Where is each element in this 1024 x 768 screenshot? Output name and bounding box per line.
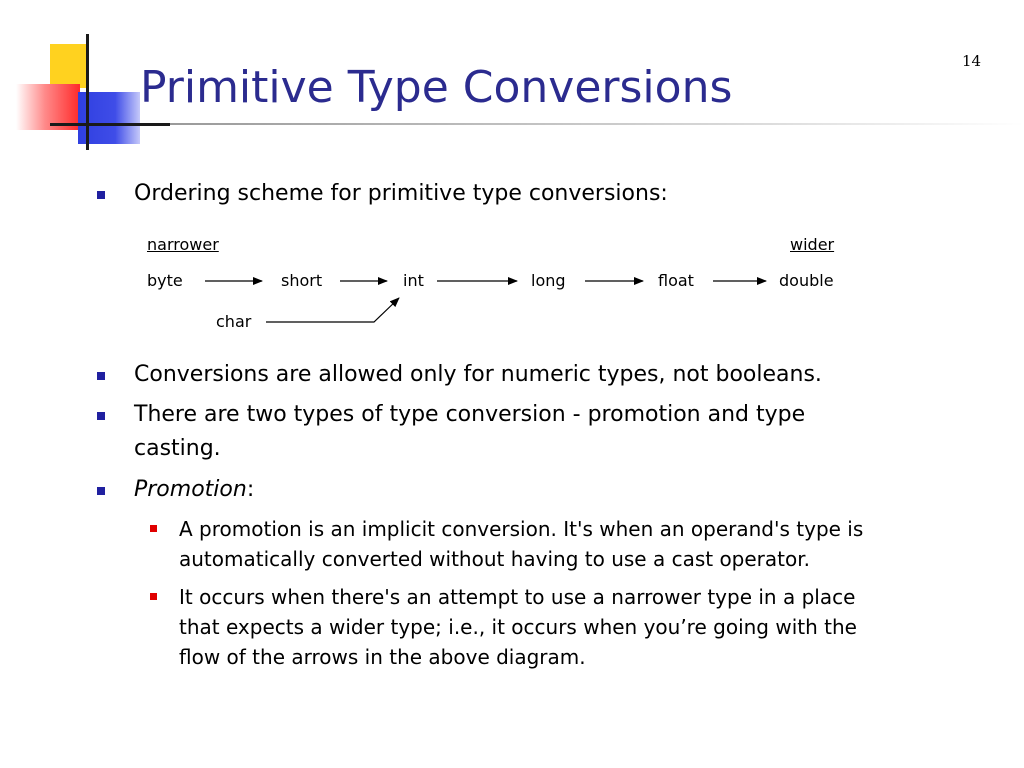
sub-bullet-line-1: It occurs when there's an attempt to use a narrower type in a place xyxy=(179,585,856,609)
type-long: long xyxy=(531,271,566,290)
bullet-marker xyxy=(97,372,105,380)
sub-bullet-line-3: flow of the arrows in the above diagram. xyxy=(179,645,586,669)
promotion-colon: : xyxy=(246,477,255,502)
type-char: char xyxy=(216,312,252,331)
logo-yellow-square xyxy=(50,44,88,88)
narrower-label: narrower xyxy=(147,235,219,254)
sub-bullet-line-2: automatically converted without having to use a cast operator. xyxy=(179,547,810,571)
bullet-text: Ordering scheme for primitive type conversions: xyxy=(134,181,668,206)
type-double: double xyxy=(779,271,834,290)
sub-bullet-line-1: A promotion is an implicit conversion. It's when an operand's type is xyxy=(179,517,864,541)
type-float: float xyxy=(658,271,694,290)
promotion-term: Promotion xyxy=(134,477,247,502)
bullet-marker xyxy=(97,412,105,420)
type-byte: byte xyxy=(147,271,183,290)
sub-bullet-marker xyxy=(150,525,157,532)
bullet-text: Conversions are allowed only for numeric types, not booleans. xyxy=(134,362,822,387)
slide-title: Primitive Type Conversions xyxy=(140,62,733,113)
logo-horizontal-line xyxy=(50,123,170,126)
type-int: int xyxy=(403,271,424,290)
bullet-promotion xyxy=(134,473,254,507)
page-number: 14 xyxy=(962,52,982,70)
bullet-text-line-2: casting. xyxy=(134,436,221,461)
title-underline-rule xyxy=(170,123,1024,125)
bullet-ordering-scheme xyxy=(134,177,668,211)
bullet-marker xyxy=(97,487,105,495)
type-short: short xyxy=(281,271,323,290)
wider-label: wider xyxy=(790,235,835,254)
sub-bullet-marker xyxy=(150,593,157,600)
bullet-two-types xyxy=(134,398,805,466)
bullet-marker xyxy=(97,191,105,199)
sub-bullet-narrower-to-wider xyxy=(179,582,857,672)
sub-bullet-line-2: that expects a wider type; i.e., it occurs when you’re going with the xyxy=(179,615,857,639)
bullet-text-line-1: There are two types of type conversion - promotion and type xyxy=(134,402,806,427)
logo-vertical-line xyxy=(86,34,89,150)
sub-bullet-implicit-conversion xyxy=(179,514,863,574)
arrow-char-int xyxy=(266,298,399,322)
bullet-numeric-only xyxy=(134,358,822,392)
